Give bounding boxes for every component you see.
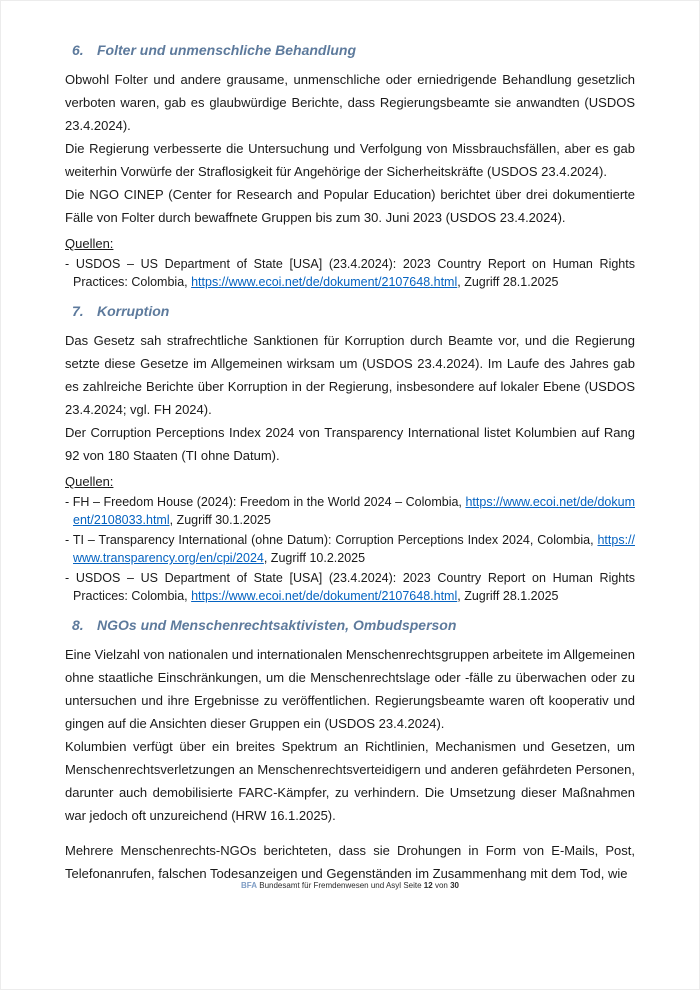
- source-text: - USDOS – US Department of State [USA] (23.4.2024): 2023 Country Report on Human Rights Practices: Colombia,: [65, 571, 635, 603]
- source-link[interactable]: https://www.ecoi.net/de/dokument/2107648.html: [191, 275, 458, 289]
- source-access-date: , Zugriff 30.1.2025: [169, 513, 271, 527]
- source-item: [65, 255, 635, 291]
- sources-label: Quellen:: [65, 474, 114, 489]
- section-korruption: [65, 303, 635, 605]
- source-link[interactable]: https://www.ecoi.net/de/dokument/2108033.html: [73, 495, 635, 527]
- section-title: Folter und unmenschliche Behandlung: [97, 42, 357, 58]
- source-item: [65, 569, 635, 605]
- source-link[interactable]: https://www.ecoi.net/de/dokument/2107648.html: [191, 589, 458, 603]
- source-text: - FH – Freedom House (2024): Freedom in the World 2024 – Colombia,: [65, 495, 466, 509]
- footer-page-total: 30: [450, 881, 459, 890]
- source-link[interactable]: https://www.transparency.org/en/cpi/2024: [73, 533, 635, 565]
- source-text: - USDOS – US Department of State [USA] (23.4.2024): 2023 Country Report on Human Rights Practices: Colombia,: [65, 257, 635, 289]
- paragraph: Die Regierung verbesserte die Untersuchung und Verfolgung von Missbrauchsfällen, aber es gab weiterhin Vorwürfe der Straflosigkeit für Angehörige der Sicherheitskräfte (USDOS 23.4.2024).: [65, 141, 635, 179]
- section-ngos: [65, 617, 635, 885]
- section-heading-8: [65, 617, 635, 633]
- paragraph: Das Gesetz sah strafrechtliche Sanktionen für Korruption durch Beamte vor, und die Regierung setzte diese Gesetze im Allgemeinen wirksam um (USDOS 23.4.2024). Im Laufe des Jahres gab es zahlreiche Berichte über Korruption in der Regierung, insbesondere auf lokaler Ebene (USDOS 23.4.2024; vgl. FH 2024).: [65, 333, 635, 417]
- section-heading-7: [65, 303, 635, 319]
- source-text: - TI – Transparency International (ohne Datum): Corruption Perceptions Index 2024, Colombia,: [65, 533, 598, 547]
- paragraph: Der Corruption Perceptions Index 2024 von Transparency International listet Kolumbien auf Rang 92 von 180 Staaten (TI ohne Datum).: [65, 425, 635, 463]
- source-access-date: , Zugriff 28.1.2025: [457, 589, 559, 603]
- paragraph: Kolumbien verfügt über ein breites Spektrum an Richtlinien, Mechanismen und Gesetzen, um Menschenrechtsverletzungen an Menschenrechtsverteidigern und anderen gefährdeten Personen, darunter auch demobilisierte FARC-Kämpfer, zu verhindern. Die Umsetzung dieser Maßnahmen war jedoch oft unzureichend (HRW 16.1.2025).: [65, 739, 635, 823]
- section-number: 8.: [72, 617, 84, 633]
- section-title: NGOs und Menschenrechtsaktivisten, Ombudsperson: [97, 617, 457, 633]
- source-item: [65, 493, 635, 529]
- paragraph: Eine Vielzahl von nationalen und internationalen Menschenrechtsgruppen arbeitete im Allgemeinen ohne staatliche Einschränkungen, um die Menschenrechtslage oder -fälle zu überwachen oder zu untersuchen und ihre Ergebnisse zu veröffentlichen. Regierungsbeamte waren oft kooperativ und gingen auf die Ansichten dieser Gruppen ein (USDOS 23.4.2024).: [65, 647, 635, 731]
- source-access-date: , Zugriff 28.1.2025: [457, 275, 559, 289]
- paragraph: Mehrere Menschenrechts-NGOs berichteten, dass sie Drohungen in Form von E-Mails, Post, Telefonanrufen, falschen Todesanzeigen und Gegenständen im Zusammenhang mit dem Tod, wie: [65, 843, 635, 881]
- section-folter: [65, 42, 635, 291]
- section-heading-6: [65, 42, 635, 58]
- footer-von-label: von: [434, 881, 448, 890]
- section-title: Korruption: [97, 303, 170, 319]
- source-access-date: , Zugriff 10.2.2025: [263, 551, 366, 565]
- section-number: 6.: [72, 42, 84, 58]
- footer-seite-label: Seite: [403, 881, 422, 890]
- footer-brand: BFA: [241, 881, 257, 890]
- footer-org: Bundesamt für Fremdenwesen und Asyl: [259, 881, 402, 890]
- footer-page-number: 12: [423, 881, 433, 890]
- source-item: [65, 531, 635, 567]
- sources-label: Quellen:: [65, 236, 114, 251]
- paragraph: Die NGO CINEP (Center for Research and Popular Education) berichtet über drei dokumentierte Fälle von Folter durch bewaffnete Gruppen bis zum 30. Juni 2023 (USDOS 23.4.2024).: [65, 187, 635, 225]
- section-number: 7.: [72, 303, 84, 319]
- page-footer: [0, 881, 700, 891]
- paragraph: Obwohl Folter und andere grausame, unmenschliche oder erniedrigende Behandlung gesetzlich verboten waren, gab es glaubwürdige Berichte, dass Regierungsbeamte sie anwandten (USDOS 23.4.2024).: [65, 72, 635, 133]
